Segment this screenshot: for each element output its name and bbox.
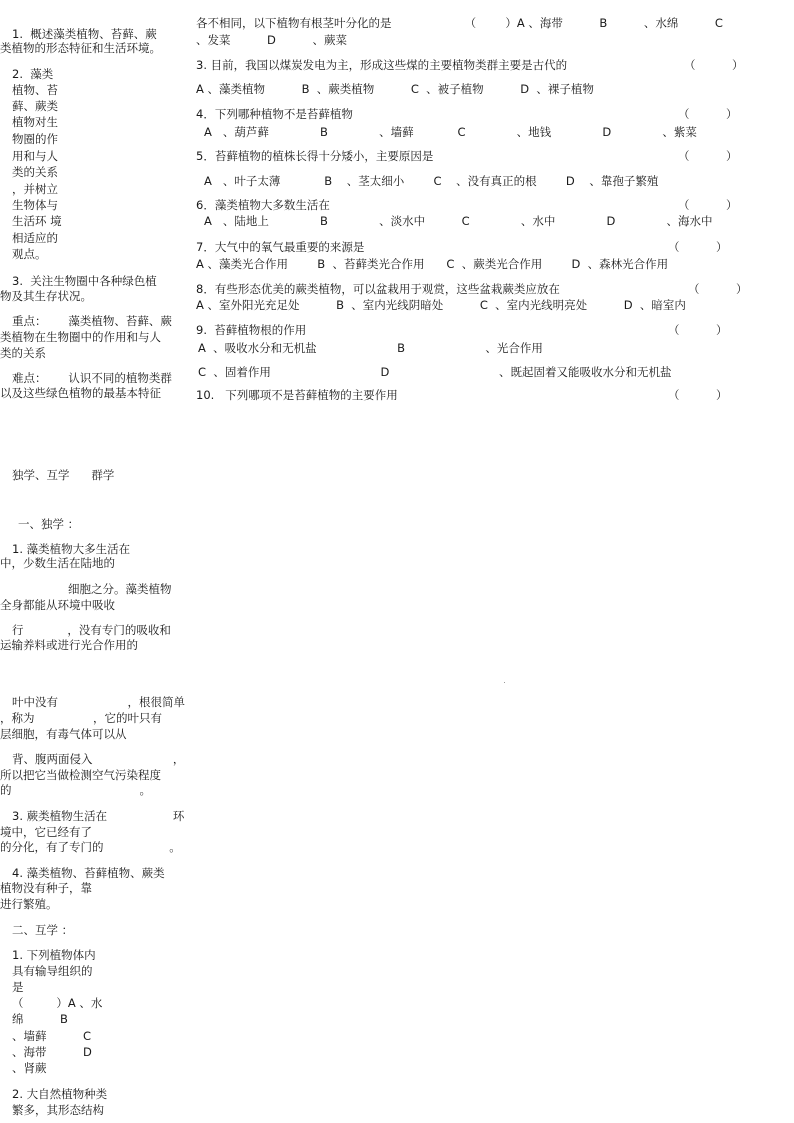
question-9-bracket: （ ） bbox=[668, 323, 728, 337]
self-study-1-line: 中，少数生活在陆地的 bbox=[0, 556, 115, 570]
objective-2-line: 相适应的 bbox=[12, 231, 58, 245]
self-study-2-line: 背、腹两面侵入 ， bbox=[12, 752, 185, 766]
mutual-study-1-line: 、海带 D bbox=[12, 1045, 92, 1059]
self-study-1-line: 全身都能从环境中吸收 bbox=[0, 598, 115, 612]
mutual-study-heading: 二、互学 ： bbox=[12, 923, 74, 937]
question-8-stem: 8．有些形态优美的蕨类植物，可以盆栽用于观赏，这些盆栽蕨类应放在 bbox=[196, 282, 560, 296]
objective-2-line: 观点。 bbox=[12, 247, 47, 261]
self-study-4-line: 进行繁殖。 bbox=[0, 897, 58, 911]
self-study-3-line: 的分化，有了专门的 。 bbox=[0, 840, 181, 854]
objective-1-line-2: 类植物的形态特征和生活环境。 bbox=[0, 41, 161, 55]
self-study-1-line: 运输养料或进行光合作用的 bbox=[0, 638, 138, 652]
question-10-bracket: （ ） bbox=[668, 388, 728, 402]
self-study-2-line: ，称为 ，它的叶只有 bbox=[0, 711, 162, 725]
question-6-options: A 、陆地上 B 、淡水中 C 、水中 D 、海水中 bbox=[204, 214, 713, 228]
mutual-study-1-line: （ ）A 、水 bbox=[12, 996, 103, 1010]
question-4-bracket: （ ） bbox=[678, 107, 738, 121]
self-study-1-line: 细胞之分。藻类植物 bbox=[68, 582, 172, 596]
mutual-study-1-line: 具有输导组织的 bbox=[12, 964, 93, 978]
mutual-study-1-line: 、肾蕨 bbox=[12, 1061, 47, 1075]
question-continued-line-2: 、发菜 D 、蕨菜 bbox=[196, 33, 347, 47]
self-study-1-line: 行 ，没有专门的吸收和 bbox=[12, 623, 171, 637]
question-9-options-cd: C 、固着作用 D 、既起固着又能吸收水分和无机盐 bbox=[198, 365, 672, 379]
difficult-point-line-1: 难点： 认识不同的植物类群 bbox=[12, 371, 172, 385]
objective-3-line-2: 物及其生存状况。 bbox=[0, 289, 92, 303]
self-study-2-line: 所以把它当做检测空气污染程度 bbox=[0, 768, 161, 782]
objective-2-line: 2. 藻类 bbox=[12, 67, 54, 81]
question-6-stem: 6．藻类植物大多数生活在 bbox=[196, 198, 330, 212]
mutual-study-2-line: 2. 大自然植物种类 bbox=[12, 1087, 108, 1101]
objective-2-line: 藓、蕨类 bbox=[12, 99, 58, 113]
mutual-study-1-line: 是 bbox=[12, 980, 24, 994]
self-study-1-line: 1. 藻类植物大多生活在 bbox=[12, 542, 131, 556]
question-3-options: A 、藻类植物 B 、蕨类植物 C 、被子植物 D 、裸子植物 bbox=[196, 82, 594, 96]
mutual-study-1-line: 、墙藓 C bbox=[12, 1029, 92, 1043]
question-5-options: A 、叶子太薄 B 、茎太细小 C 、没有真正的根 D 、靠孢子繁殖 bbox=[204, 174, 659, 188]
objective-2-line: 类的关系 bbox=[12, 165, 58, 179]
question-9-stem: 9. 苔藓植物根的作用 bbox=[196, 323, 307, 337]
mutual-study-1-line: 绵 B bbox=[12, 1012, 68, 1026]
question-7-options: A 、藻类光合作用 B 、苔藓类光合作用 C 、蕨类光合作用 D 、森林光合作用 bbox=[196, 257, 669, 271]
objective-2-line: 生物体与 bbox=[12, 198, 58, 212]
question-5-stem: 5．苔藓植物的植株长得十分矮小，主要原因是 bbox=[196, 149, 434, 163]
question-7-stem: 7．大气中的氧气最重要的来源是 bbox=[196, 240, 365, 254]
stray-dot bbox=[504, 682, 505, 683]
self-study-heading: 一、独学 ： bbox=[18, 517, 80, 531]
self-study-3-line: 3. 蕨类植物生活在 环 bbox=[12, 809, 185, 823]
question-8-options: A 、室外阳光充足处 B 、室内光线阴暗处 C 、室内光线明亮处 D 、暗室内 bbox=[196, 298, 686, 312]
objective-3-line-1: 3. 关注生物圈中各种绿色植 bbox=[12, 274, 157, 288]
question-3-stem: 3. 目前，我国以煤炭发电为主，形成这些煤的主要植物类群主要是古代的 bbox=[196, 58, 568, 72]
objective-1-line-1: 1. 概述藻类植物、苔藓、蕨 bbox=[12, 27, 157, 41]
key-point-line-1: 重点： 藻类植物、苔藓、蕨 bbox=[12, 314, 172, 328]
question-7-bracket: （ ） bbox=[668, 240, 728, 254]
self-study-4-line: 4. 藻类植物、苔藓植物、蕨类 bbox=[12, 866, 165, 880]
objective-2-line: 植物、苔 bbox=[12, 83, 58, 97]
self-study-4-line: 植物没有种子，靠 bbox=[0, 881, 92, 895]
mutual-study-1-line: 1. 下列植物体内 bbox=[12, 948, 96, 962]
key-point-line-2: 类植物在生物圈中的作用和与人 bbox=[0, 330, 161, 344]
question-10-stem: 10. 下列哪项不是苔藓植物的主要作用 bbox=[196, 388, 398, 402]
question-continued-line-1: 各不相同，以下植物有根茎叶分化的是 （ ）A 、海带 B 、水绵 C bbox=[196, 16, 723, 30]
objective-2-line: 植物对生 bbox=[12, 115, 58, 129]
key-point-line-3: 类的关系 bbox=[0, 346, 46, 360]
question-4-options: A 、葫芦藓 B 、墙藓 C 、地钱 D 、紫菜 bbox=[204, 125, 697, 139]
objective-2-line: 用和与人 bbox=[12, 149, 58, 163]
objective-2-line: 物圈的作 bbox=[12, 132, 58, 146]
self-study-2-line: 的 。 bbox=[0, 783, 151, 797]
self-study-3-line: 境中，它已经有了 bbox=[0, 825, 92, 839]
difficult-point-line-2: 以及这些绿色植物的最基本特征 bbox=[0, 386, 161, 400]
question-8-bracket: （ ） bbox=[688, 282, 748, 296]
study-method: 独学、互学 群学 bbox=[12, 468, 115, 482]
mutual-study-2-line: 繁多，其形态结构 bbox=[12, 1103, 104, 1117]
self-study-2-line: 叶中没有 ，根很简单 bbox=[12, 695, 185, 709]
question-9-options-ab: A 、吸收水分和无机盐 B 、光合作用 bbox=[198, 341, 543, 355]
objective-2-line: 生活环 境 bbox=[12, 214, 62, 228]
question-5-bracket: （ ） bbox=[678, 149, 738, 163]
question-3-bracket: （ ） bbox=[684, 58, 744, 72]
self-study-2-line: 层细胞，有毒气体可以从 bbox=[0, 727, 127, 741]
question-4-stem: 4．下列哪种植物不是苔藓植物 bbox=[196, 107, 353, 121]
question-6-bracket: （ ） bbox=[678, 198, 738, 212]
objective-2-line: ，并树立 bbox=[12, 182, 58, 196]
